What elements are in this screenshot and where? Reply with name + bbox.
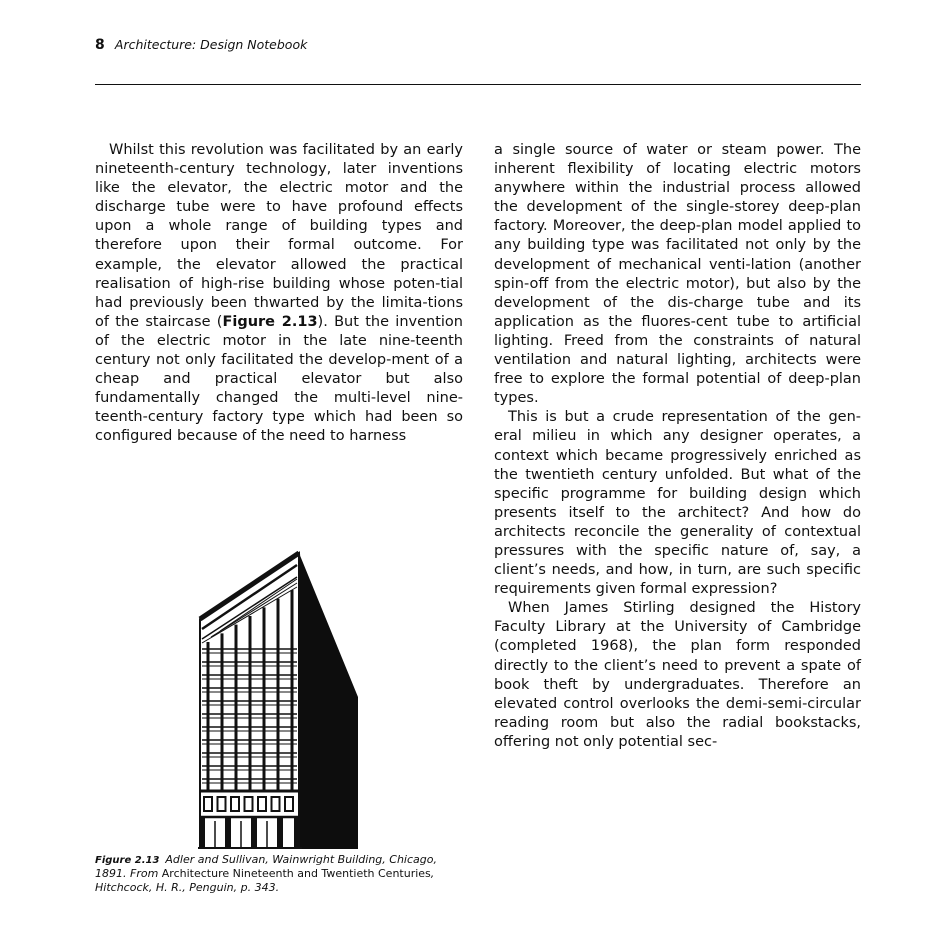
running-head bbox=[95, 36, 307, 55]
paragraph: This is but a crude representation of the gen-eral milieu in which any designer operates, a context which became progressively enriched as the twentieth century unfolded. But what of the specific programme for building design which presents itself to the architect? And how do architects reconcile the generality of contextual pressures with the specific nature of, say, a client’s needs, and how, in turn, are such specific requirements given formal expression? bbox=[494, 409, 861, 598]
paragraph-text: ). But the invention of the electric motor in the late nine-teenth century not only facilitated the develop-ment of a cheap and practical elevator but also fundamentally changed the multi-level nine-teenth-century factory type which had been so configured because of the need to harness bbox=[95, 313, 463, 445]
paragraph: a single source of water or steam power. The inherent flexibility of locating electric motors anywhere within the industrial process allowed the development of the single-storey deep-plan factory. Moreover, the deep-plan model applied to any building type was facilitated not only by the development of mechanical venti-lation (another spin-off from the electric motor), but also by the development of the dis-charge tube and its application as the fluores-cent tube to artificial lighting. Freed from the constraints of natural ventilation and natural lighting, architects were free to explore the formal potential of deep-plan types. bbox=[494, 142, 861, 407]
building-side-facade bbox=[299, 553, 358, 849]
figure-label: Figure 2.13 bbox=[95, 855, 160, 866]
figure-reference: Figure 2.13 bbox=[222, 313, 318, 330]
page-number: 8 bbox=[95, 37, 105, 53]
paragraph bbox=[95, 141, 463, 447]
paragraph: When James Stirling designed the History Faculty Library at the University of Cambridge (completed 1968), the plan form responded directly to the client’s need to prevent a spate of book theft by undergraduates. Therefore an elevated control overlooks the demi-semi-circular reading room but also the radial bookstacks, offering not only potential sec- bbox=[494, 600, 861, 750]
book-title: Architecture: Design Notebook bbox=[114, 37, 308, 52]
header-rule bbox=[95, 84, 861, 85]
right-column bbox=[494, 141, 861, 752]
base-windows bbox=[204, 797, 293, 811]
figure-caption bbox=[95, 853, 455, 894]
caption-text: Adler and Sullivan, Wainwright Building, Chicago, 1891. From bbox=[95, 853, 437, 881]
paragraph-text: Whilst this revolution was facilitated by an early nineteenth-century technology, later inventions like the elevator, the electric motor and the discharge tube were to have profound effects upon a whole range of building types and therefore upon their formal outcome. For example, the elevator allowed the practical realisation of high-rise building whose poten-tial had previously been thwarted by the limita-tions of the staircase ( bbox=[95, 142, 463, 330]
left-column bbox=[95, 141, 463, 447]
wainwright-building-illustration bbox=[198, 547, 358, 849]
caption-book-title: Architecture Nineteenth and Twentieth Centuries bbox=[161, 867, 431, 881]
caption-citation: , Hitchcock, H. R., Penguin, p. 343. bbox=[95, 867, 435, 894]
